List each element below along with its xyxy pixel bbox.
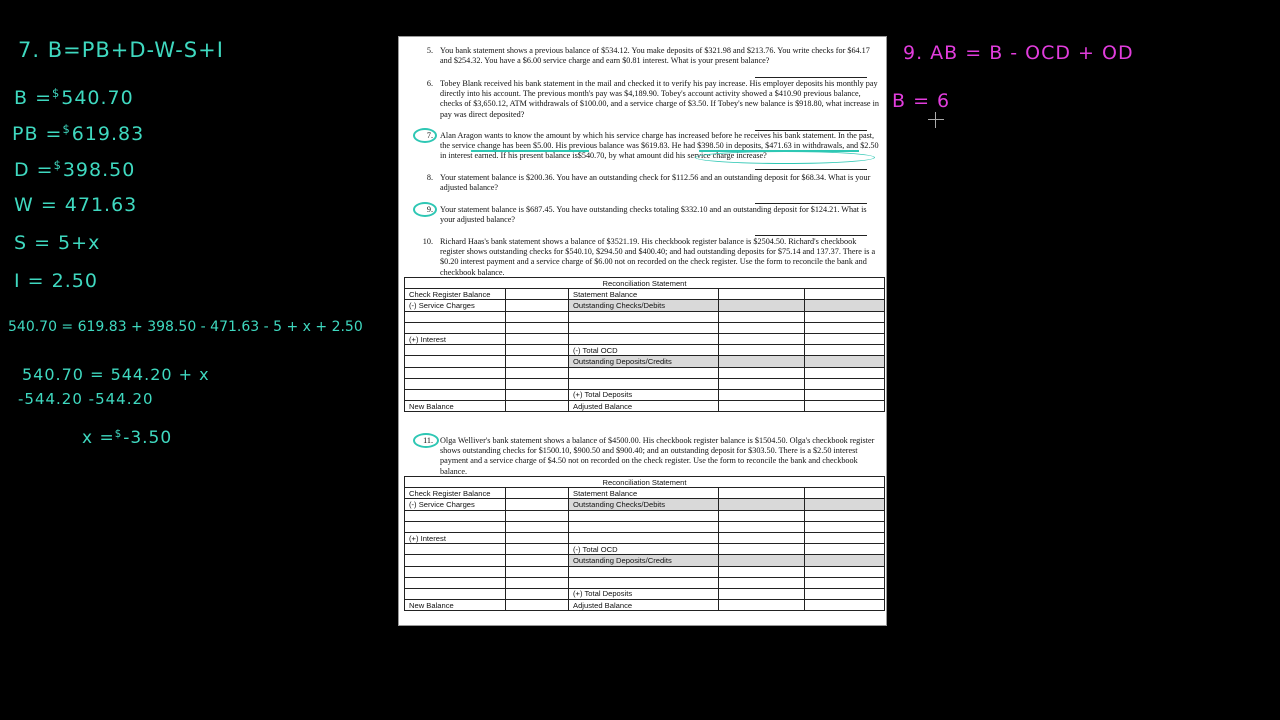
- question-text: Alan Aragon wants to know the amount by which his service charge has increased before he receives his bank statement. In the past, the service change has been $5.00. His previous balance was $619.83. He had $398.50 in deposits, $471.63 in withdrawals, and $2.50 in interest earned. If his present balance is$540.70, by what amount did his service charge increase?: [440, 131, 879, 161]
- form-cell[interactable]: [405, 588, 506, 599]
- form-cell[interactable]: [719, 401, 805, 412]
- question-number: 10.: [422, 237, 433, 246]
- form-cell[interactable]: [405, 322, 506, 333]
- form-label: (+) Interest: [405, 333, 506, 344]
- form-cell[interactable]: [569, 378, 719, 389]
- form-cell: [719, 499, 805, 510]
- answer-line: [755, 77, 867, 78]
- form-label: Adjusted Balance: [569, 600, 719, 611]
- form-cell[interactable]: [719, 510, 805, 521]
- form-cell[interactable]: [506, 322, 569, 333]
- question-number: 7.: [426, 131, 433, 140]
- form-cell: [805, 356, 885, 367]
- dollar-sign: $: [53, 158, 62, 172]
- form-row: [405, 488, 885, 499]
- form-row: [405, 532, 885, 543]
- form-cell[interactable]: [805, 521, 885, 532]
- note-s-line: S = 5+x: [14, 232, 101, 254]
- form-label: Check Register Balance: [405, 289, 506, 300]
- form-cell[interactable]: [569, 566, 719, 577]
- note-b-line: [14, 88, 134, 108]
- question-text: Your statement balance is $687.45. You have outstanding checks totaling $332.10 and an outstanding deposit for $124.21. What is your adjusted balance?: [440, 205, 867, 225]
- form-label: Outstanding Deposits/Credits: [569, 555, 719, 566]
- form-cell[interactable]: [506, 600, 569, 611]
- question-number: 8.: [426, 173, 433, 182]
- form-row: [405, 510, 885, 521]
- form-label: New Balance: [405, 600, 506, 611]
- form-cell[interactable]: [569, 367, 719, 378]
- form-cell[interactable]: [506, 333, 569, 344]
- note-subtract: -544.20 -544.20: [18, 390, 154, 408]
- reconciliation-form-q10: [404, 277, 885, 412]
- note-w-line: W = 471.63: [14, 194, 138, 216]
- form-cell[interactable]: [506, 499, 569, 510]
- form-cell[interactable]: [719, 577, 805, 588]
- form-row: [405, 555, 885, 566]
- form-cell[interactable]: [719, 311, 805, 322]
- note-i-line: I = 2.50: [14, 270, 98, 292]
- form-row: [405, 367, 885, 378]
- form-cell[interactable]: [569, 311, 719, 322]
- form-row: [405, 544, 885, 555]
- form-cell[interactable]: [506, 378, 569, 389]
- form-cell[interactable]: [405, 577, 506, 588]
- dollar-sign: $: [114, 429, 123, 440]
- note-equation: 540.70 = 619.83 + 398.50 - 471.63 - 5 + x + 2.50: [8, 319, 363, 335]
- note-q9-formula: 9. AB = B - OCD + OD: [903, 42, 1134, 64]
- annotation-circle-q11: [413, 433, 439, 448]
- form-cell[interactable]: [506, 488, 569, 499]
- form-cell[interactable]: [506, 356, 569, 367]
- form-cell[interactable]: [805, 289, 885, 300]
- form-label: (+) Total Deposits: [569, 389, 719, 400]
- form-row: [405, 333, 885, 344]
- form-cell[interactable]: [805, 577, 885, 588]
- form-row: [405, 345, 885, 356]
- form-row: [405, 577, 885, 588]
- form-label: (+) Total Deposits: [569, 588, 719, 599]
- form-cell[interactable]: [405, 311, 506, 322]
- form-cell[interactable]: [805, 401, 885, 412]
- form-cell: [719, 300, 805, 311]
- form-label: (-) Total OCD: [569, 544, 719, 555]
- form-cell[interactable]: [805, 322, 885, 333]
- form-title: Reconciliation Statement: [405, 477, 885, 488]
- form-cell[interactable]: [506, 532, 569, 543]
- form-cell[interactable]: [719, 378, 805, 389]
- dollar-sign: $: [62, 122, 71, 136]
- annotation-circle-q9: [413, 202, 437, 217]
- form-cell[interactable]: [506, 389, 569, 400]
- form-cell: [805, 555, 885, 566]
- form-row: [405, 289, 885, 300]
- form-label: New Balance: [405, 401, 506, 412]
- form-cell[interactable]: [405, 566, 506, 577]
- form-cell[interactable]: [719, 289, 805, 300]
- form-cell[interactable]: [719, 544, 805, 555]
- form-label: (-) Service Charges: [405, 300, 506, 311]
- question-text: Tobey Blank received his bank statement in the mail and checked it to verify his pay increase. His employer deposits his monthly pay directly into his account. The previous month's pay was $4,189.90. Tobey's account activity showed a $410.90 previous balance, checks of $3,650.12, ATM withdrawals of $100.00, and a service charge of $3.50. If Tobey's new balance is $918.80, what increase in pay was direct deposited?: [440, 79, 879, 119]
- form-cell[interactable]: [506, 345, 569, 356]
- form-cell[interactable]: [506, 566, 569, 577]
- form-label: (-) Total OCD: [569, 345, 719, 356]
- form-label: Adjusted Balance: [569, 401, 719, 412]
- form-cell[interactable]: [569, 322, 719, 333]
- form-cell[interactable]: [719, 389, 805, 400]
- form-cell[interactable]: [805, 488, 885, 499]
- form-cell[interactable]: [719, 345, 805, 356]
- form-label: Check Register Balance: [405, 488, 506, 499]
- form-label: (+) Interest: [405, 532, 506, 543]
- form-cell[interactable]: [506, 544, 569, 555]
- form-cell[interactable]: [506, 577, 569, 588]
- dollar-sign: $: [52, 86, 61, 100]
- form-cell[interactable]: [405, 389, 506, 400]
- form-label: Statement Balance: [569, 488, 719, 499]
- form-cell[interactable]: [805, 378, 885, 389]
- form-cell[interactable]: [405, 345, 506, 356]
- form-cell[interactable]: [569, 510, 719, 521]
- note-pb-line: [12, 124, 144, 144]
- form-label: Outstanding Checks/Debits: [569, 300, 719, 311]
- form-cell[interactable]: [405, 356, 506, 367]
- form-row: [405, 356, 885, 367]
- form-cell[interactable]: [719, 532, 805, 543]
- form-cell[interactable]: [506, 588, 569, 599]
- form-label: Statement Balance: [569, 289, 719, 300]
- note-q7-formula: 7. B=PB+D-W-S+I: [18, 38, 224, 62]
- form-cell[interactable]: [405, 510, 506, 521]
- note-b-value: 540.70: [61, 86, 134, 109]
- form-label: Outstanding Deposits/Credits: [569, 356, 719, 367]
- form-cell[interactable]: [805, 566, 885, 577]
- form-cell[interactable]: [805, 367, 885, 378]
- form-cell[interactable]: [805, 544, 885, 555]
- question-number: 11.: [423, 436, 433, 445]
- form-cell[interactable]: [405, 367, 506, 378]
- form-cell[interactable]: [506, 521, 569, 532]
- form-cell[interactable]: [506, 510, 569, 521]
- form-label: Outstanding Checks/Debits: [569, 499, 719, 510]
- form-row: [405, 566, 885, 577]
- question-number: 9.: [426, 205, 433, 214]
- form-cell[interactable]: [805, 345, 885, 356]
- form-cell[interactable]: [405, 555, 506, 566]
- note-result-label: x =: [82, 428, 115, 449]
- form-cell[interactable]: [569, 521, 719, 532]
- question-text: Richard Haas's bank statement shows a balance of $3521.19. His checkbook register balance is $2504.50. Richard's checkbook register shows outstanding checks for $540.10, $294.50 and $400.40; and had outstanding deposits for $75.14 and 137.37. There is a $0.20 interest payment and a service charge of $6.00 not on recorded on the check register. Use the form to reconcile the bank and checkbook balance.: [440, 237, 876, 277]
- annotation-oval-q7-question: [695, 151, 875, 164]
- form-title: Reconciliation Statement: [405, 278, 885, 289]
- form-cell: [719, 555, 805, 566]
- note-pb-value: 619.83: [71, 122, 145, 145]
- note-simplified: 540.70 = 544.20 + x: [22, 365, 210, 384]
- form-cell[interactable]: [805, 600, 885, 611]
- form-cell: [805, 499, 885, 510]
- form-cell[interactable]: [805, 333, 885, 344]
- form-cell[interactable]: [719, 488, 805, 499]
- worksheet-page: [398, 36, 887, 626]
- form-row: [405, 311, 885, 322]
- form-cell[interactable]: [805, 510, 885, 521]
- form-cell[interactable]: [805, 588, 885, 599]
- form-cell[interactable]: [805, 311, 885, 322]
- form-cell[interactable]: [719, 600, 805, 611]
- form-cell[interactable]: [405, 544, 506, 555]
- note-pb-label: PB =: [12, 122, 63, 145]
- crosshair-cursor-icon: [928, 112, 944, 128]
- note-result: [82, 430, 172, 447]
- form-row: [405, 300, 885, 311]
- form-cell[interactable]: [569, 532, 719, 543]
- form-cell[interactable]: [506, 367, 569, 378]
- note-q9-b-partial: B = 6: [892, 90, 951, 112]
- form-cell[interactable]: [569, 577, 719, 588]
- form-row: [405, 378, 885, 389]
- form-row: [405, 600, 885, 611]
- form-cell[interactable]: [506, 289, 569, 300]
- note-result-value: -3.50: [123, 428, 173, 449]
- form-row: [405, 322, 885, 333]
- form-cell[interactable]: [506, 555, 569, 566]
- form-cell: [719, 356, 805, 367]
- question-number: 5.: [426, 46, 433, 55]
- form-cell[interactable]: [719, 367, 805, 378]
- note-b-label: B =: [14, 86, 52, 109]
- form-cell[interactable]: [506, 401, 569, 412]
- answer-line: [755, 203, 867, 204]
- form-cell[interactable]: [405, 521, 506, 532]
- form-cell[interactable]: [719, 333, 805, 344]
- answer-line: [755, 235, 867, 236]
- form-cell[interactable]: [805, 532, 885, 543]
- note-d-value: 398.50: [62, 158, 136, 181]
- form-label: (-) Service Charges: [405, 499, 506, 510]
- form-cell[interactable]: [719, 566, 805, 577]
- form-cell[interactable]: [805, 389, 885, 400]
- form-cell[interactable]: [506, 311, 569, 322]
- form-row: [405, 588, 885, 599]
- form-cell[interactable]: [719, 322, 805, 333]
- form-cell[interactable]: [506, 300, 569, 311]
- form-cell[interactable]: [719, 588, 805, 599]
- form-row: [405, 521, 885, 532]
- form-cell[interactable]: [569, 333, 719, 344]
- form-cell[interactable]: [719, 521, 805, 532]
- question-text: Olga Welliver's bank statement shows a balance of $4500.00. His checkbook register balance is $1504.50. Olga's checkbook register shows outstanding checks for $1500.10, $900.50 and $900.40; and an outstanding deposit for $303.50. There is a $2.50 interest payment and a service charge of $4.50 not on recorded on the check register. Use the form to reconcile the bank and checkbook balance.: [440, 436, 875, 476]
- annotation-circle-q7: [413, 128, 437, 143]
- annotation-underline-q7: [471, 150, 589, 152]
- form-cell: [805, 300, 885, 311]
- note-d-label: D =: [14, 158, 54, 181]
- form-row: [405, 499, 885, 510]
- form-cell[interactable]: [405, 378, 506, 389]
- question-text: You bank statement shows a previous balance of $534.12. You make deposits of $321.98 and $213.76. You write checks for $64.17 and $254.32. You have a $6.00 service charge and earn $0.81 interest. What is your present balance?: [440, 46, 870, 66]
- question-text: Your statement balance is $200.36. You have an outstanding check for $112.56 and an outstanding deposit for $68.34. What is your adjusted balance?: [440, 173, 871, 193]
- form-row: [405, 389, 885, 400]
- note-d-line: [14, 160, 135, 180]
- reconciliation-form-q11: [404, 476, 885, 611]
- question-number: 6.: [426, 79, 433, 88]
- answer-line: [755, 169, 867, 170]
- form-row: [405, 401, 885, 412]
